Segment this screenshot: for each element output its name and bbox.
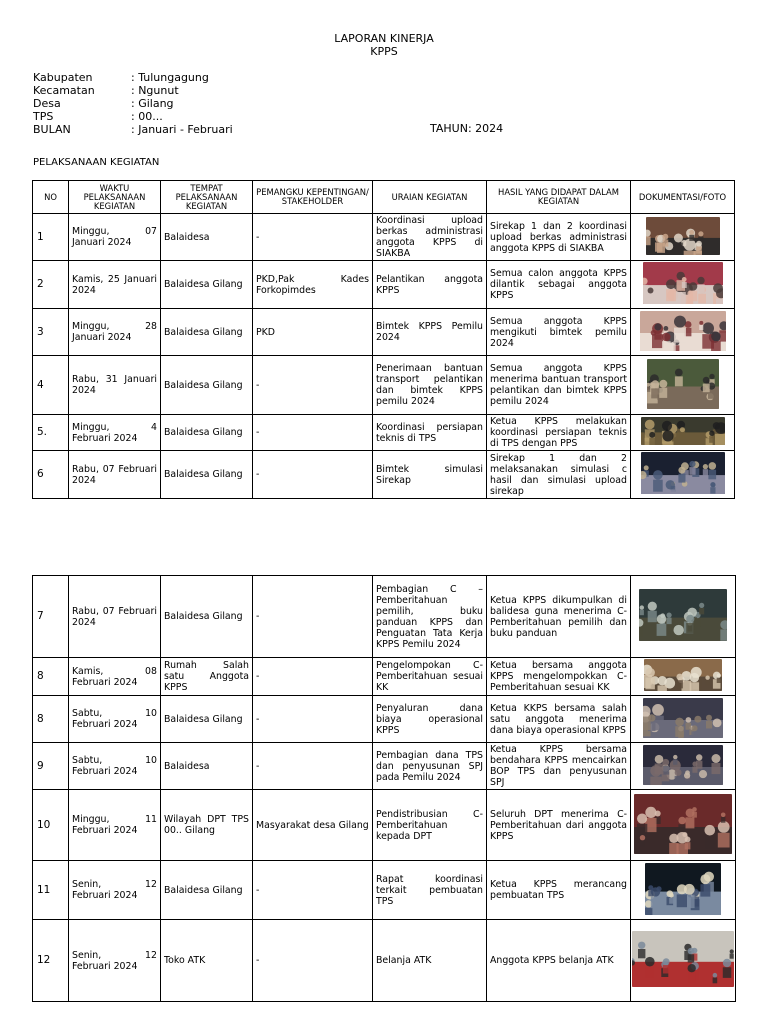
row-foto bbox=[631, 743, 736, 790]
row-number: 3 bbox=[33, 309, 69, 356]
row-tempat: Rumah Salah satu Anggota KPPS bbox=[161, 658, 253, 696]
row-tempat: Wilayah DPT TPS 00.. Gilang bbox=[161, 790, 253, 861]
row-stakeholder: - bbox=[253, 696, 373, 743]
row-hasil: Semua anggota KPPS menerima bantuan transport pelantikan dan bimtek KPPS pemilu 2024 bbox=[487, 356, 631, 415]
row-waktu: Sabtu, 10 Februari 2024 bbox=[69, 696, 161, 743]
row-uraian: Penyaluran dana biaya operasional KPPS bbox=[373, 696, 487, 743]
row-uraian: Pembagian C – Pemberitahuan pemilih, buku panduan KPPS dan Penguatan Tata Kerja KPPS Pemilu 2024 bbox=[373, 576, 487, 658]
row-tempat: Balaidesa Gilang bbox=[161, 309, 253, 356]
row-number: 8 bbox=[33, 696, 69, 743]
table-row bbox=[33, 576, 736, 658]
report-title: LAPORAN KINERJA bbox=[334, 32, 434, 45]
row-waktu: Minggu, 11 Februari 2024 bbox=[69, 790, 161, 861]
row-stakeholder: PKD,Pak Kades Forkopimdes bbox=[253, 261, 373, 309]
row-tempat: Balaidesa bbox=[161, 743, 253, 790]
meta-desa: Desa : Gilang bbox=[33, 97, 174, 110]
photo-sorting-icon bbox=[644, 659, 722, 691]
row-foto bbox=[631, 261, 735, 309]
activity-table-page1 bbox=[32, 180, 735, 499]
row-uraian: Belanja ATK bbox=[373, 920, 487, 1002]
photo-hall-meeting-icon bbox=[639, 589, 727, 641]
row-foto bbox=[631, 861, 736, 920]
row-stakeholder: - bbox=[253, 214, 373, 261]
table-row bbox=[33, 356, 735, 415]
row-number: 6 bbox=[33, 451, 69, 499]
row-waktu: Minggu, 28 Januari 2024 bbox=[69, 309, 161, 356]
row-hasil: Ketua KPPS melakukan koordinasi persiapan teknis di TPS dengan PPS bbox=[487, 415, 631, 451]
column-header: PEMANGKU KEPENTINGAN/ STAKEHOLDER bbox=[253, 181, 373, 214]
column-header: NO bbox=[33, 181, 69, 214]
table-header-row bbox=[33, 181, 735, 214]
row-waktu: Minggu, 4 Februari 2024 bbox=[69, 415, 161, 451]
row-uraian: Rapat koordinasi terkait pembuatan TPS bbox=[373, 861, 487, 920]
row-number: 4 bbox=[33, 356, 69, 415]
row-uraian: Pengelompokan C-Pemberitahuan sesuai KK bbox=[373, 658, 487, 696]
row-foto bbox=[631, 790, 736, 861]
row-uraian: Bimtek simulasi Sirekap bbox=[373, 451, 487, 499]
photo-inauguration-icon bbox=[643, 262, 723, 304]
row-tempat: Balaidesa Gilang bbox=[161, 696, 253, 743]
column-header: TEMPAT PELAKSANAAN KEGIATAN bbox=[161, 181, 253, 214]
row-waktu: Kamis, 25 Januari 2024 bbox=[69, 261, 161, 309]
photo-coordination-icon bbox=[641, 417, 725, 445]
row-number: 10 bbox=[33, 790, 69, 861]
row-waktu: Rabu, 07 Februari 2024 bbox=[69, 451, 161, 499]
row-waktu: Senin, 12 Februari 2024 bbox=[69, 920, 161, 1002]
row-hasil: Ketua KPPS bersama bendahara KPPS mencairkan BOP TPS dan penyusunan SPJ bbox=[487, 743, 631, 790]
column-header: URAIAN KEGIATAN bbox=[373, 181, 487, 214]
table-row bbox=[33, 696, 736, 743]
table-row bbox=[33, 658, 736, 696]
row-foto bbox=[631, 415, 735, 451]
row-waktu: Sabtu, 10 Februari 2024 bbox=[69, 743, 161, 790]
row-tempat: Balaidesa Gilang bbox=[161, 576, 253, 658]
photo-meeting-table-icon bbox=[646, 217, 720, 255]
table-row bbox=[33, 261, 735, 309]
row-hasil: Ketua KPPS merancang pembuatan TPS bbox=[487, 861, 631, 920]
photo-crowd-2-icon bbox=[643, 745, 723, 785]
photo-distribution-icon bbox=[634, 794, 732, 854]
row-waktu: Kamis, 08 Februari 2024 bbox=[69, 658, 161, 696]
row-uraian: Koordinasi upload berkas administrasi anggota KPPS di SIAKBA bbox=[373, 214, 487, 261]
table-row bbox=[33, 451, 735, 499]
table-row bbox=[33, 790, 736, 861]
meta-bulan: BULAN : Januari - Februari bbox=[33, 123, 233, 136]
column-header: WAKTU PELAKSANAAN KEGIATAN bbox=[69, 181, 161, 214]
row-tempat: Balaidesa Gilang bbox=[161, 861, 253, 920]
meta-kecamatan: Kecamatan : Ngunut bbox=[33, 84, 179, 97]
row-uraian: Penerimaan bantuan transport pelantikan dan bimtek KPPS pemilu 2024 bbox=[373, 356, 487, 415]
row-waktu: Senin, 12 Februari 2024 bbox=[69, 861, 161, 920]
row-hasil: Ketua KPPS dikumpulkan di balidesa guna menerima C-Pemberitahuan pemilih dan buku panduan bbox=[487, 576, 631, 658]
meta-tahun: TAHUN: 2024 bbox=[430, 122, 504, 135]
column-header: DOKUMENTASI/FOTO bbox=[631, 181, 735, 214]
row-tempat: Balaidesa Gilang bbox=[161, 415, 253, 451]
row-tempat: Balaidesa Gilang bbox=[161, 261, 253, 309]
photo-night-meeting-icon bbox=[645, 863, 721, 915]
table-row bbox=[33, 920, 736, 1002]
row-number: 7 bbox=[33, 576, 69, 658]
column-header: HASIL YANG DIDAPAT DALAM KEGIATAN bbox=[487, 181, 631, 214]
section-title: PELAKSANAAN KEGIATAN bbox=[33, 157, 160, 168]
row-tempat: Toko ATK bbox=[161, 920, 253, 1002]
row-stakeholder: PKD bbox=[253, 309, 373, 356]
row-waktu: Rabu, 07 Februari 2024 bbox=[69, 576, 161, 658]
row-number: 8 bbox=[33, 658, 69, 696]
row-foto bbox=[631, 309, 735, 356]
row-foto bbox=[631, 696, 736, 743]
photo-night-hall-icon bbox=[641, 452, 725, 494]
row-number: 12 bbox=[33, 920, 69, 1002]
row-tempat: Balaidesa bbox=[161, 214, 253, 261]
row-number: 9 bbox=[33, 743, 69, 790]
row-foto bbox=[631, 214, 735, 261]
row-hasil: Sirekap 1 dan 2 melaksanakan simulasi c hasil dan simulasi upload sirekap bbox=[487, 451, 631, 499]
table-row bbox=[33, 743, 736, 790]
row-foto bbox=[631, 451, 735, 499]
photo-handover-icon bbox=[647, 359, 719, 409]
row-number: 11 bbox=[33, 861, 69, 920]
row-number: 2 bbox=[33, 261, 69, 309]
report-subtitle: KPPS bbox=[370, 45, 398, 58]
row-foto bbox=[631, 576, 736, 658]
row-hasil: Semua calon anggota KPPS dilantik sebagai anggota KPPS bbox=[487, 261, 631, 309]
row-foto bbox=[631, 356, 735, 415]
row-uraian: Koordinasi persiapan teknis di TPS bbox=[373, 415, 487, 451]
row-waktu: Rabu, 31 Januari 2024 bbox=[69, 356, 161, 415]
row-hasil: Ketua KKPS bersama salah satu anggota menerima dana biaya operasional KPPS bbox=[487, 696, 631, 743]
table-row bbox=[33, 861, 736, 920]
photo-supplies-icon bbox=[632, 931, 734, 987]
table-row bbox=[33, 214, 735, 261]
row-number: 5. bbox=[33, 415, 69, 451]
row-tempat: Balaidesa Gilang bbox=[161, 356, 253, 415]
meta-tps: TPS : 00... bbox=[33, 110, 163, 123]
activity-table-page2 bbox=[32, 575, 736, 1002]
row-stakeholder: - bbox=[253, 576, 373, 658]
row-foto bbox=[631, 658, 736, 696]
row-foto bbox=[631, 920, 736, 1002]
row-stakeholder: - bbox=[253, 658, 373, 696]
row-hasil: Seluruh DPT menerima C-Pemberitahuan dari anggota KPPS bbox=[487, 790, 631, 861]
row-stakeholder: - bbox=[253, 451, 373, 499]
table-row bbox=[33, 309, 735, 356]
row-stakeholder: - bbox=[253, 743, 373, 790]
row-stakeholder: - bbox=[253, 356, 373, 415]
row-uraian: Bimtek KPPS Pemilu 2024 bbox=[373, 309, 487, 356]
row-number: 1 bbox=[33, 214, 69, 261]
row-stakeholder: - bbox=[253, 920, 373, 1002]
table-row bbox=[33, 415, 735, 451]
row-stakeholder: - bbox=[253, 415, 373, 451]
row-uraian: Pelantikan anggota KPPS bbox=[373, 261, 487, 309]
row-hasil: Semua anggota KPPS mengikuti bimtek pemilu 2024 bbox=[487, 309, 631, 356]
row-hasil: Sirekap 1 dan 2 koordinasi upload berkas administrasi anggota KPPS di SIAKBA bbox=[487, 214, 631, 261]
row-hasil: Ketua bersama anggota KPPS mengelompokkan C-Pemberitahuan sesuai KK bbox=[487, 658, 631, 696]
row-stakeholder: Masyarakat desa Gilang bbox=[253, 790, 373, 861]
row-hasil: Anggota KPPS belanja ATK bbox=[487, 920, 631, 1002]
row-tempat: Balaidesa Gilang bbox=[161, 451, 253, 499]
row-waktu: Minggu, 07 Januari 2024 bbox=[69, 214, 161, 261]
row-uraian: Pembagian dana TPS dan penyusunan SPJ pada Pemilu 2024 bbox=[373, 743, 487, 790]
row-stakeholder: - bbox=[253, 861, 373, 920]
photo-crowd-icon bbox=[643, 698, 723, 738]
photo-group-banner-icon bbox=[640, 311, 726, 351]
meta-kabupaten: Kabupaten : Tulungagung bbox=[33, 71, 209, 84]
row-uraian: Pendistribusian C-Pemberitahuan kepada DPT bbox=[373, 790, 487, 861]
